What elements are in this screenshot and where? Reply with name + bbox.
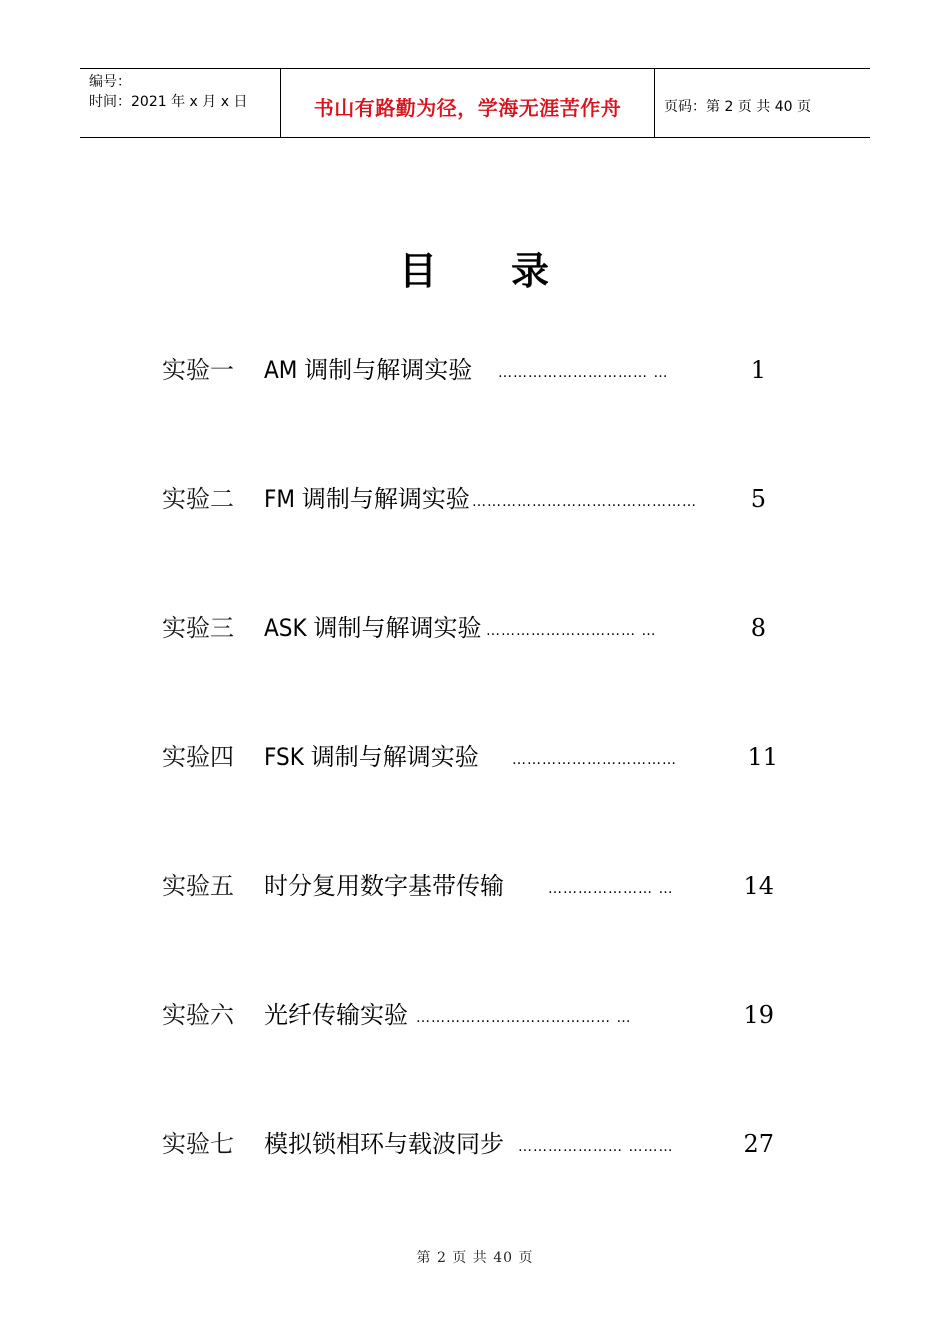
toc-entry-page: 14 (743, 872, 774, 900)
toc-entry-leader: ………………… ……… (518, 1139, 674, 1155)
title-char-2: 录 (511, 249, 552, 293)
toc-entry[interactable] (162, 350, 782, 390)
toc-entry-number: 实验五 (162, 872, 234, 900)
toc-entry-page: 8 (750, 614, 766, 642)
toc-entry[interactable] (162, 737, 782, 777)
toc-entry-page: 27 (743, 1130, 774, 1158)
header-id-label: 编号： (89, 74, 131, 90)
toc-entry-page: 1 (750, 356, 766, 384)
toc-entry-number: 实验二 (162, 485, 234, 513)
toc-entry-leader: ………………………………… … (416, 1010, 632, 1026)
toc-entry[interactable] (162, 608, 782, 648)
toc-entry-leader: ……………………………………… (472, 494, 697, 510)
header-page-cell (655, 69, 870, 137)
toc-entry-number: 实验三 (162, 614, 234, 642)
toc-entry-title: 光纤传输实验 (264, 1001, 408, 1029)
document-header (80, 68, 870, 138)
toc-entry-page: 11 (747, 743, 778, 771)
toc-entry[interactable] (162, 866, 782, 906)
title-char-1: 目 (398, 249, 439, 293)
toc-entry-title: FSK 调制与解调实验 (264, 743, 479, 771)
header-time-label: 时间：2021 年 x 月 x 日 (89, 94, 248, 110)
toc-entry-leader: ………………………… … (498, 365, 669, 381)
toc-entry-number: 实验一 (162, 356, 234, 384)
toc-entry-title: AM 调制与解调实验 (264, 356, 473, 384)
header-meta-cell (80, 69, 281, 137)
toc-entry-number: 实验六 (162, 1001, 234, 1029)
toc-entry-leader: ………………………… … (486, 623, 657, 639)
toc-entry-number: 实验四 (162, 743, 234, 771)
page-footer: 第 2 页 共 40 页 (416, 1250, 534, 1266)
toc-entry-title: 时分复用数字基带传输 (264, 872, 504, 900)
toc-entry-page: 5 (750, 485, 766, 513)
toc-entry[interactable] (162, 995, 782, 1035)
toc-entry[interactable] (162, 1124, 782, 1164)
header-motto: 书山有路勤为径，学海无涯苦作舟 (313, 95, 622, 120)
header-page-info: 页码：第 2 页 共 40 页 (664, 99, 811, 115)
toc-entry-title: 模拟锁相环与载波同步 (264, 1130, 504, 1158)
toc-entry-title: FM 调制与解调实验 (264, 485, 470, 513)
toc-entry-leader: …………………………… (512, 752, 677, 768)
toc-entry-page: 19 (743, 1001, 774, 1029)
page-title (0, 240, 950, 295)
toc-entry-number: 实验七 (162, 1130, 234, 1158)
toc-entry-leader: ………………… … (548, 881, 674, 897)
header-motto-cell (281, 69, 655, 137)
toc-entry[interactable] (162, 479, 782, 519)
toc-entry-title: ASK 调制与解调实验 (264, 614, 482, 642)
